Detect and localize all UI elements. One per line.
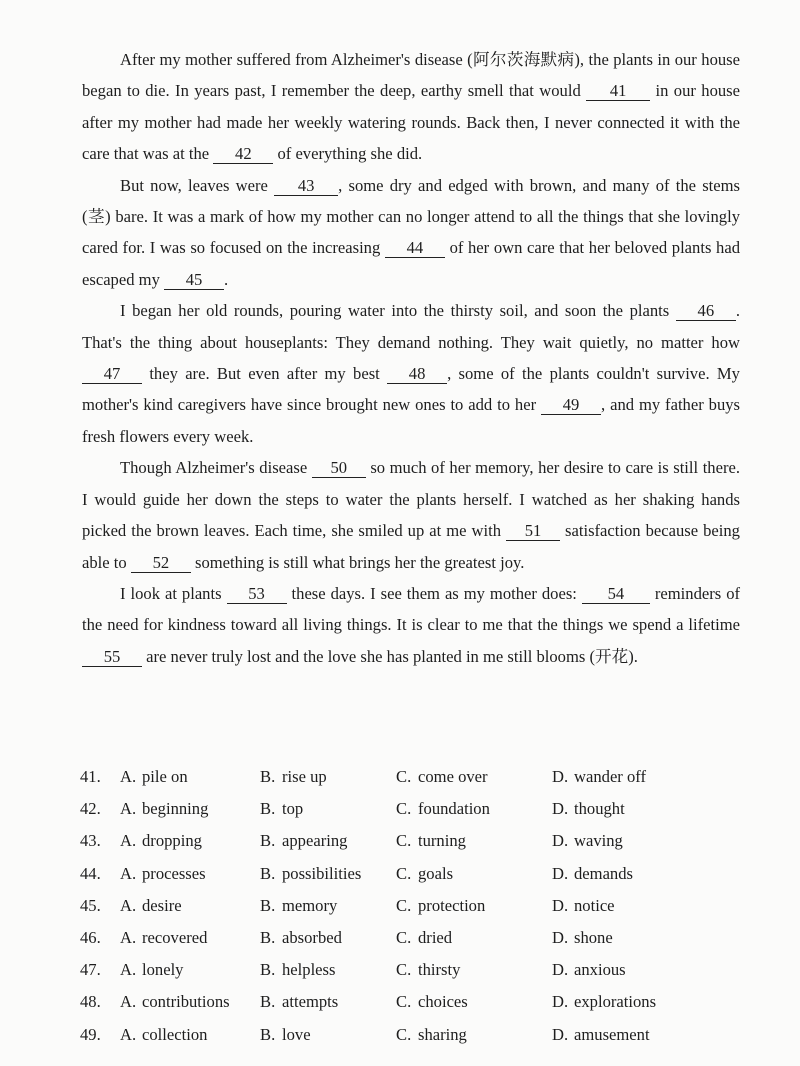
option-letter: D. xyxy=(552,960,569,980)
option-c xyxy=(396,1025,552,1045)
option-text: choices xyxy=(418,992,468,1012)
option-letter: C. xyxy=(396,992,412,1012)
option-letter: D. xyxy=(552,895,569,915)
option-text: lonely xyxy=(142,960,184,980)
option-a xyxy=(80,960,260,980)
option-b xyxy=(260,831,396,851)
question-row xyxy=(80,761,720,793)
blank-44: 44 xyxy=(385,239,445,258)
option-text: beginning xyxy=(142,799,209,819)
blank-45: 45 xyxy=(164,271,224,290)
question-row xyxy=(80,1019,720,1051)
text: Though Alzheimer's disease xyxy=(120,458,308,478)
option-letter: D. xyxy=(552,799,569,819)
option-letter: B. xyxy=(260,831,276,851)
option-letter: D. xyxy=(552,992,569,1012)
paragraph-3 xyxy=(82,295,740,452)
blank-51: 51 xyxy=(506,522,560,541)
option-c xyxy=(396,928,552,948)
text: I began her old rounds, pouring water into the thirsty soil, and soon the plants xyxy=(120,301,670,321)
option-letter: C. xyxy=(396,960,412,980)
option-b xyxy=(260,960,396,980)
cloze-passage xyxy=(82,44,740,672)
option-letter: B. xyxy=(260,928,276,948)
text: something is still what brings her the greatest joy. xyxy=(195,552,525,572)
text: After my mother suffered from Alzheimer's disease (阿尔茨海默病), the plants in our house began to die. In years past, I remember the deep, earthy smell that would xyxy=(82,50,740,101)
text: satisfaction because being able to xyxy=(82,521,740,572)
question-number: 41. xyxy=(80,767,101,787)
question-row xyxy=(80,825,720,857)
option-letter: C. xyxy=(396,799,412,819)
option-c xyxy=(396,960,552,980)
option-letter: B. xyxy=(260,895,276,915)
option-d xyxy=(552,992,720,1012)
option-text: love xyxy=(282,1024,311,1044)
text: . That's the thing about houseplants: They demand nothing. They wait quietly, no matter how xyxy=(82,301,740,352)
option-letter: A. xyxy=(120,992,137,1012)
option-letter: A. xyxy=(120,799,137,819)
option-text: helpless xyxy=(282,960,336,980)
option-letter: B. xyxy=(260,960,276,980)
question-row xyxy=(80,890,720,922)
question-row xyxy=(80,954,720,986)
text: of everything she did. xyxy=(277,144,423,164)
option-text: wander off xyxy=(574,767,647,787)
option-letter: C. xyxy=(396,895,412,915)
option-a xyxy=(80,992,260,1012)
blank-46: 46 xyxy=(676,302,736,321)
text: these days. I see them as my mother does: xyxy=(291,583,577,603)
text: But now, leaves were xyxy=(120,175,268,195)
question-row xyxy=(80,858,720,890)
text: . xyxy=(224,269,229,289)
option-d xyxy=(552,928,720,948)
option-letter: D. xyxy=(552,863,569,883)
option-text: protection xyxy=(418,895,486,915)
option-text: top xyxy=(282,799,304,819)
option-d xyxy=(552,1025,720,1045)
option-b xyxy=(260,992,396,1012)
option-a xyxy=(80,896,260,916)
option-text: come over xyxy=(418,767,488,787)
question-number: 48. xyxy=(80,992,101,1012)
option-letter: C. xyxy=(396,928,412,948)
option-letter: A. xyxy=(120,960,137,980)
question-number: 42. xyxy=(80,799,101,819)
question-number: 46. xyxy=(80,928,101,948)
option-letter: A. xyxy=(120,895,137,915)
option-text: thirsty xyxy=(418,960,461,980)
blank-50: 50 xyxy=(312,459,366,478)
paragraph-4 xyxy=(82,452,740,578)
option-letter: A. xyxy=(120,863,137,883)
option-letter: A. xyxy=(120,928,137,948)
paragraph-5 xyxy=(82,578,740,672)
option-letter: A. xyxy=(120,831,137,851)
question-number: 45. xyxy=(80,895,101,915)
blank-55: 55 xyxy=(82,648,142,667)
option-letter: B. xyxy=(260,767,276,787)
option-d xyxy=(552,799,720,819)
blank-49: 49 xyxy=(541,396,601,415)
text: , some dry and edged with brown, and many of the stems (茎) bare. It was a mark of how my mother can no longer attend to all the things that she lovingly cared for. I was so focused on the increasing xyxy=(82,175,740,258)
option-text: appearing xyxy=(282,831,348,851)
question-number: 44. xyxy=(80,863,101,883)
option-text: rise up xyxy=(282,767,327,787)
option-text: contributions xyxy=(142,992,230,1012)
option-text: absorbed xyxy=(282,928,342,948)
question-number: 49. xyxy=(80,1024,101,1044)
option-a xyxy=(80,864,260,884)
option-c xyxy=(396,799,552,819)
text: reminders of the need for kindness toward all living things. It is clear to me that the things we spend a lifetime xyxy=(82,583,741,635)
option-text: notice xyxy=(574,895,615,915)
option-a xyxy=(80,831,260,851)
option-text: collection xyxy=(142,1024,208,1044)
option-letter: C. xyxy=(396,831,412,851)
blank-42: 42 xyxy=(213,145,273,164)
option-text: anxious xyxy=(574,960,626,980)
option-letter: A. xyxy=(120,767,137,787)
text: of her own care that her beloved plants had escaped my xyxy=(82,238,741,289)
option-text: turning xyxy=(418,831,466,851)
text: are never truly lost and the love she has planted in me still blooms (开花). xyxy=(146,646,638,666)
option-b xyxy=(260,1025,396,1045)
option-letter: B. xyxy=(260,799,276,819)
option-b xyxy=(260,864,396,884)
option-letter: B. xyxy=(260,992,276,1012)
option-a xyxy=(80,767,260,787)
option-text: desire xyxy=(142,895,182,915)
option-text: demands xyxy=(574,863,633,883)
option-text: goals xyxy=(418,863,454,883)
text: in our house after my mother had made her weekly watering rounds. Back then, I never connected it with the care that was at the xyxy=(82,81,740,164)
option-text: explorations xyxy=(574,992,657,1012)
option-letter: D. xyxy=(552,831,569,851)
paragraph-1 xyxy=(82,44,740,170)
option-text: sharing xyxy=(418,1024,467,1044)
blank-47: 47 xyxy=(82,365,142,384)
blank-54: 54 xyxy=(582,585,650,604)
option-a xyxy=(80,799,260,819)
option-letter: C. xyxy=(396,1024,412,1044)
question-row xyxy=(80,922,720,954)
option-b xyxy=(260,928,396,948)
text: , some of the plants couldn't survive. My mother's kind caregivers have since brought new ones to add to her xyxy=(82,364,740,415)
option-c xyxy=(396,864,552,884)
option-a xyxy=(80,928,260,948)
option-d xyxy=(552,896,720,916)
question-number: 47. xyxy=(80,960,101,980)
option-letter: D. xyxy=(552,1024,569,1044)
option-text: recovered xyxy=(142,928,208,948)
option-text: attempts xyxy=(282,992,339,1012)
option-letter: B. xyxy=(260,863,276,883)
text: I look at plants xyxy=(120,583,222,603)
option-text: dried xyxy=(418,928,453,948)
option-letter: D. xyxy=(552,928,569,948)
option-text: shone xyxy=(574,928,613,948)
option-text: memory xyxy=(282,895,338,915)
blank-43: 43 xyxy=(274,177,338,196)
option-b xyxy=(260,767,396,787)
option-c xyxy=(396,831,552,851)
option-letter: B. xyxy=(260,1024,276,1044)
question-row xyxy=(80,793,720,825)
option-letter: C. xyxy=(396,767,412,787)
blank-41: 41 xyxy=(586,82,650,101)
option-letter: A. xyxy=(120,1024,137,1044)
option-letter: C. xyxy=(396,863,412,883)
blank-52: 52 xyxy=(131,554,191,573)
option-c xyxy=(396,896,552,916)
blank-53: 53 xyxy=(227,585,287,604)
option-d xyxy=(552,864,720,884)
blank-48: 48 xyxy=(387,365,447,384)
text: so much of her memory, her desire to care is still there. I would guide her down the steps to water the plants herself. I watched as her shaking hands picked the brown leaves. Each time, she smiled up at me with xyxy=(82,458,740,541)
option-letter: D. xyxy=(552,767,569,787)
option-text: waving xyxy=(574,831,623,851)
option-d xyxy=(552,831,720,851)
option-text: amusement xyxy=(574,1024,650,1044)
text: they are. But even after my best xyxy=(149,364,380,384)
option-d xyxy=(552,767,720,787)
text: , and my father buys fresh flowers every week. xyxy=(82,395,740,446)
option-b xyxy=(260,896,396,916)
question-number: 43. xyxy=(80,831,101,851)
option-text: possibilities xyxy=(282,863,362,883)
option-b xyxy=(260,799,396,819)
answer-options xyxy=(80,761,720,1051)
option-text: foundation xyxy=(418,799,490,819)
option-c xyxy=(396,992,552,1012)
option-c xyxy=(396,767,552,787)
option-text: thought xyxy=(574,799,625,819)
option-text: dropping xyxy=(142,831,202,851)
option-text: processes xyxy=(142,863,206,883)
question-row xyxy=(80,986,720,1018)
option-a xyxy=(80,1025,260,1045)
paragraph-2 xyxy=(82,170,740,296)
option-text: pile on xyxy=(142,767,188,787)
option-d xyxy=(552,960,720,980)
